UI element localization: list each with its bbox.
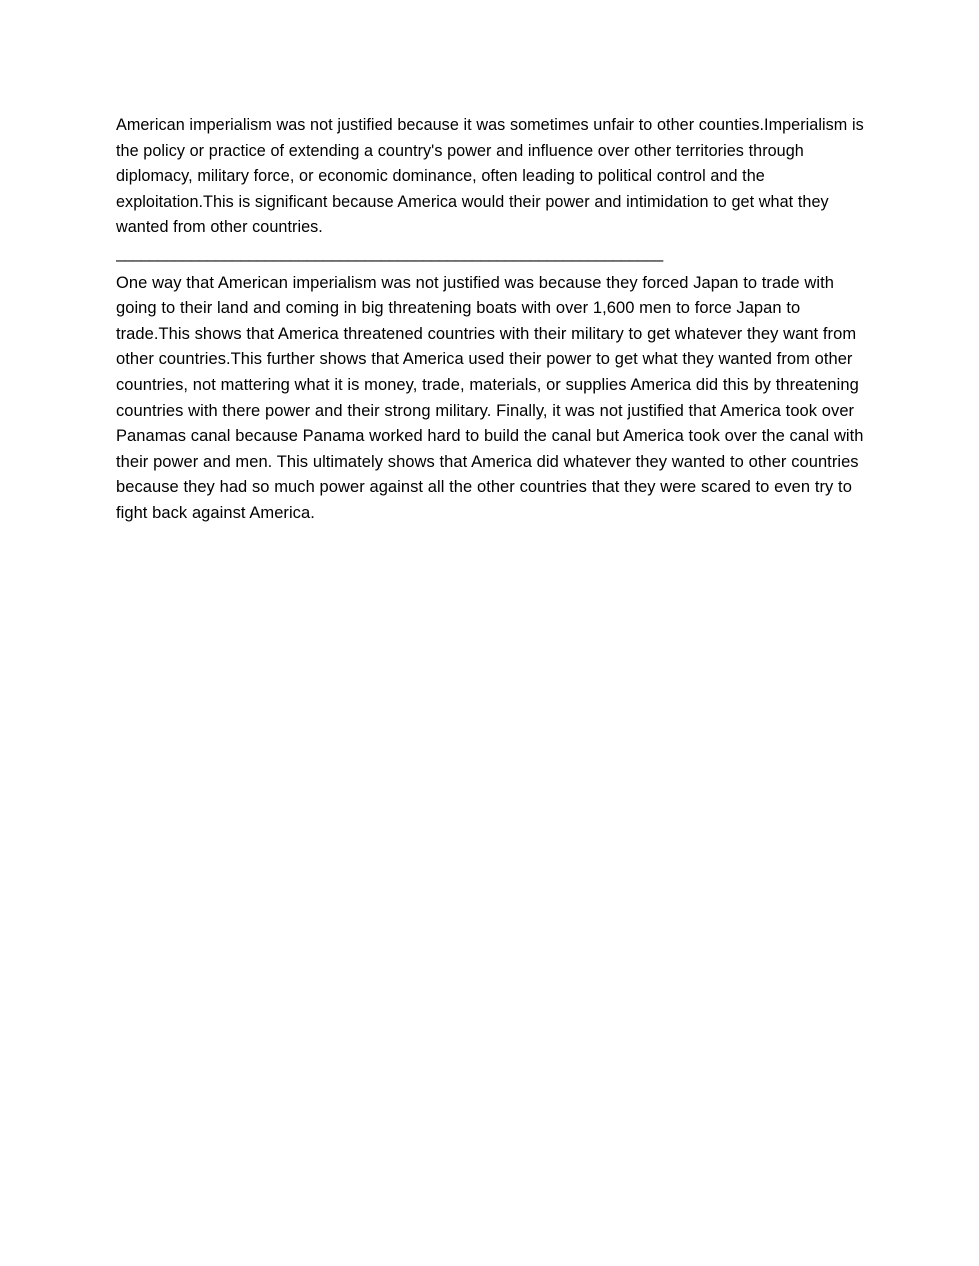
paragraph-body: One way that American imperialism was not justified was because they forced Japan to trade with going to their land and coming in big threatening boats with over 1,600 men to force Japan to trade.This shows that America threatened countries with their military to get whatever they want from other countries.This further shows that America used their power to get what they wanted from other countries, not mattering what it is money, trade, materials, or supplies America did this by threatening countries with there power and their strong military. Finally, it was not justified that America took over Panamas canal because Panama worked hard to build the canal but America took over the canal with their power and men. This ultimately shows that America did whatever they wanted to other countries because they had so much power against all the other countries that they were scared to even try to fight back against America. [116,273,864,522]
horizontal-divider: __________________________________________________________________ [116,243,663,262]
document-body [116,113,864,527]
paragraph-intro: American imperialism was not justified because it was sometimes unfair to other counties.Imperialism is the policy or practice of extending a country's power and influence over other territories through diplomacy, military force, or economic dominance, often leading to political control and the exploitation.This is significant because America would their power and intimidation to get what they wanted from other countries. [116,116,864,237]
